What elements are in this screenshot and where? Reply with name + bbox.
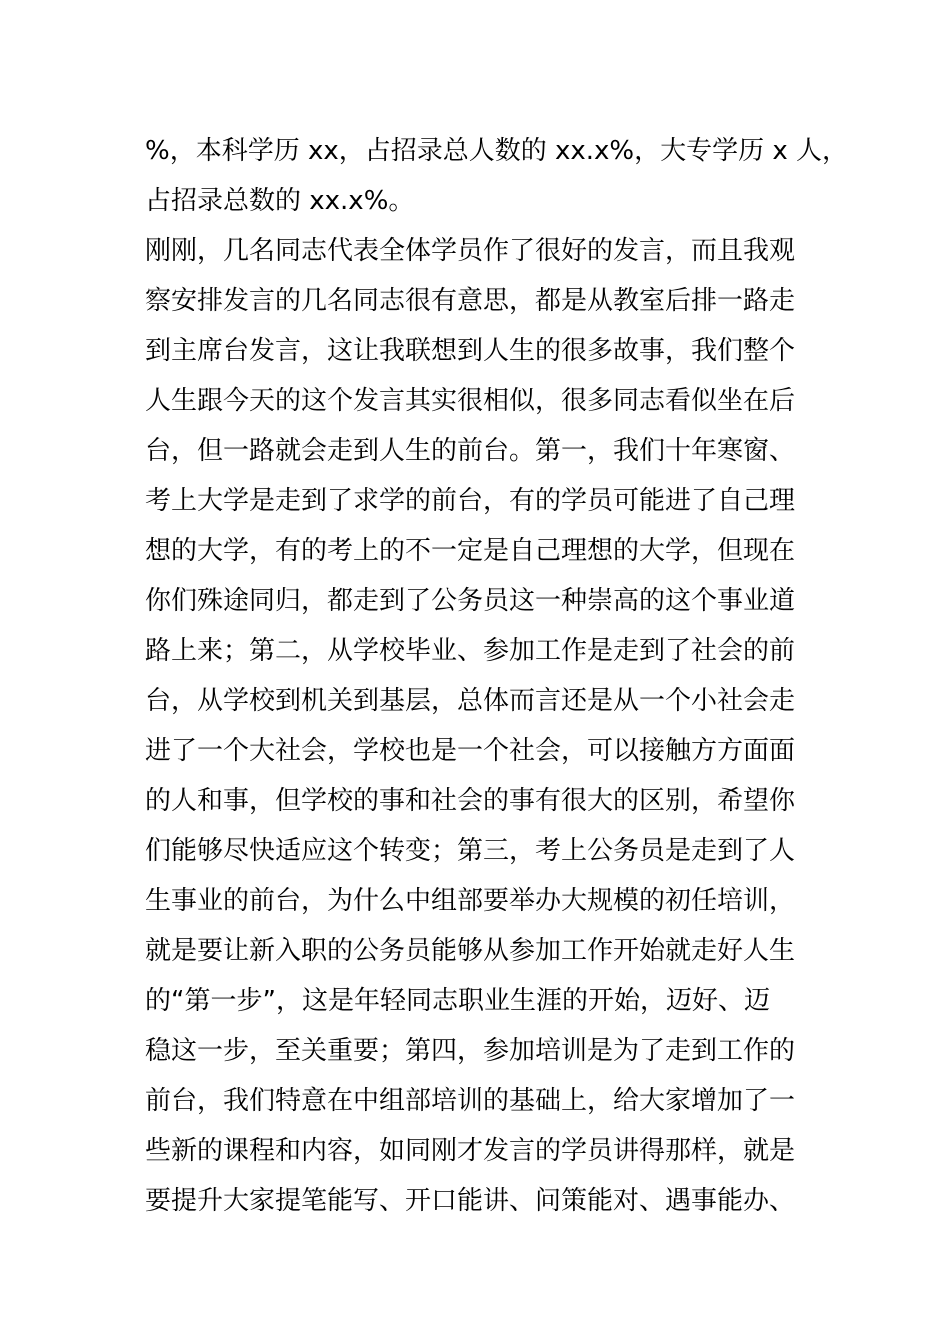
text-line: 生事业的前台，为什么中组部要举办大规模的初任培训，: [145, 886, 796, 916]
text-line: 的人和事，但学校的事和社会的事有很大的区别，希望你: [145, 786, 796, 816]
text-line: 稳这一步，至关重要；第四，参加培训是为了走到工作的: [145, 1036, 796, 1066]
text-line: 要提升大家提笔能写、开口能讲、问策能对、遇事能办、: [145, 1186, 796, 1216]
text-line: 们能够尽快适应这个转变；第三，考上公务员是走到了人: [145, 836, 796, 866]
text-line: 些新的课程和内容，如同刚才发言的学员讲得那样，就是: [145, 1136, 796, 1166]
text-line: 前台，我们特意在中组部培训的基础上，给大家增加了一: [145, 1086, 796, 1116]
text-line: 人生跟今天的这个发言其实很相似，很多同志看似坐在后: [145, 386, 796, 416]
document-body: [145, 126, 849, 1226]
paragraph-2: [145, 226, 815, 1226]
text-line: 考上大学是走到了求学的前台，有的学员可能进了自己理: [145, 486, 796, 516]
text-line: 就是要让新入职的公务员能够从参加工作开始就走好人生: [145, 936, 796, 966]
text-line: 察安排发言的几名同志很有意思，都是从教室后排一路走: [145, 286, 796, 316]
text-line: 占招录总数的 xx.x%。: [145, 186, 415, 216]
text-line: 到主席台发言，这让我联想到人生的很多故事，我们整个: [145, 336, 796, 366]
text-line: 刚刚，几名同志代表全体学员作了很好的发言，而且我观: [145, 236, 796, 266]
text-line: 的“第一步”，这是年轻同志职业生涯的开始，迈好、迈: [145, 986, 770, 1016]
text-line: 进了一个大社会，学校也是一个社会，可以接触方方面面: [145, 736, 796, 766]
text-line: 想的大学，有的考上的不一定是自己理想的大学，但现在: [145, 536, 796, 566]
text-line: 台，但一路就会走到人生的前台。第一，我们十年寒窗、: [145, 436, 796, 466]
text-line: 台，从学校到机关到基层，总体而言还是从一个小社会走: [145, 686, 796, 716]
text-line: 路上来；第二，从学校毕业、参加工作是走到了社会的前: [145, 636, 796, 666]
text-line: 你们殊途同归，都走到了公务员这一种崇高的这个事业道: [145, 586, 796, 616]
paragraph-1: [145, 126, 849, 226]
text-line: %，本科学历 xx，占招录总人数的 xx.x%，大专学历 x 人，: [145, 136, 849, 166]
